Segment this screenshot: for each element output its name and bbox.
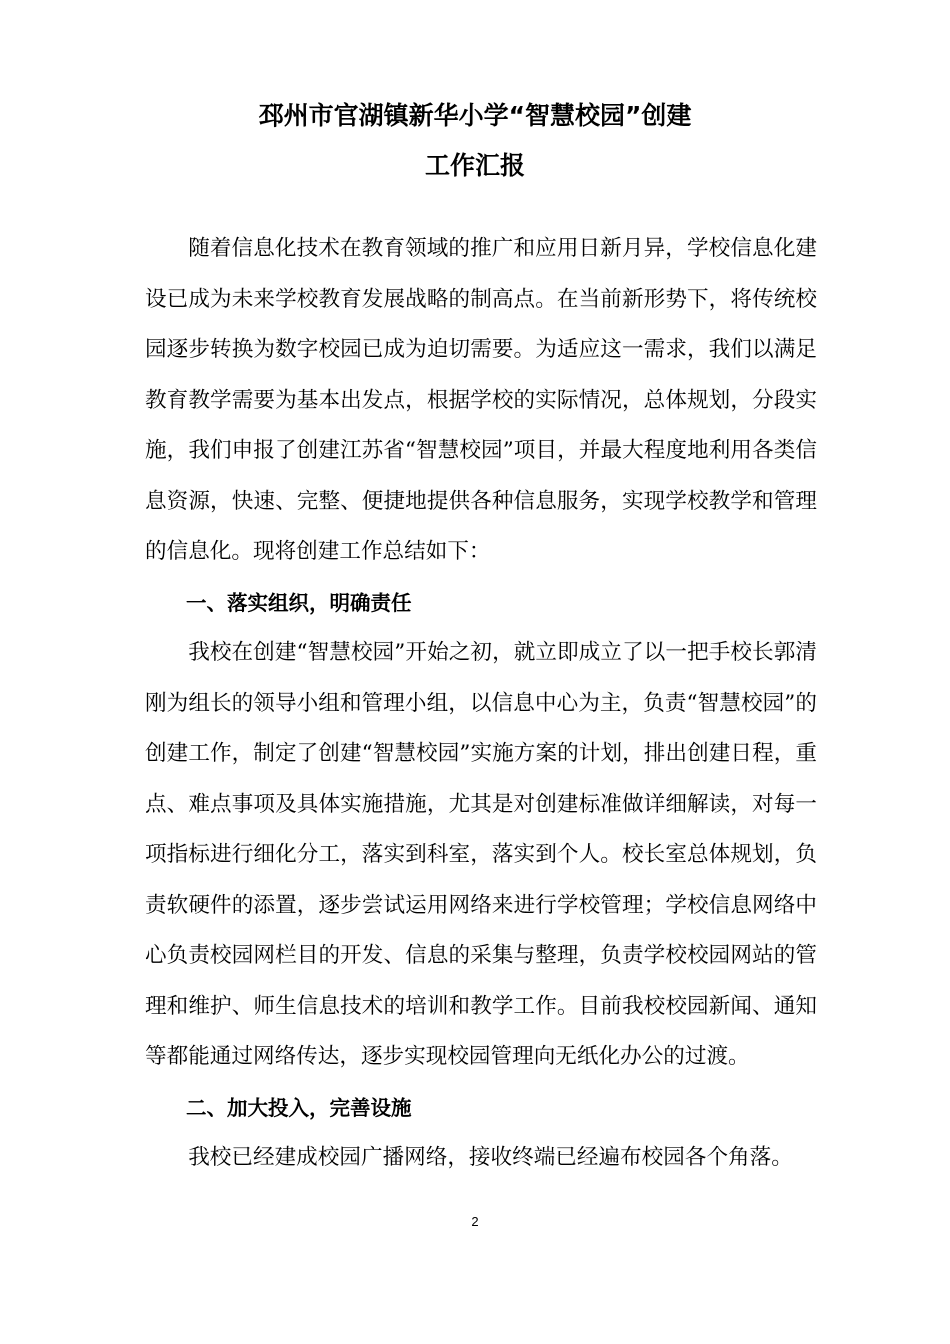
document-subtitle: 工作汇报 xyxy=(424,151,525,180)
section-paragraph-1: 我校在创建“智慧校园”开始之初，就立即成立了以一把手校长郭清刚为组长的领导小组和管理小组，以信息中心为主，负责“智慧校园”的创建工作，制定了创建“智慧校园”实施方案的计划，排出创建日程，重点、难点事项及具体实施措施，尤其是对创建标准做详细解读，对每一项指标进行细化分工，落实到科室，落实到个人。校长室总体规划，负责软硬件的添置，逐步尝试运用网络来进行学校管理；学校信息网络中心负责校园网栏目的开发、信息的采集与整理，负责学校校园网站的管理和维护、师生信息技术的培训和教学工作。目前我校校园新闻、通知等都能通过网络传达，逐步实现校园管理向无纸化办公的过渡。 xyxy=(145,640,817,1069)
section-heading-2: 二、加大投入，完善设施 xyxy=(186,1095,412,1120)
document-body xyxy=(145,224,817,1184)
intro-paragraph: 随着信息化技术在教育领域的推广和应用日新月异，学校信息化建设已成为未来学校教育发展战略的制高点。在当前新形势下，将传统校园逐步转换为数字校园已成为迫切需要。为适应这一需求，我们以满足教育教学需要为基本出发点，根据学校的实际情况，总体规划，分段实施，我们申报了创建江苏省“智慧校园”项目，并最大程度地利用各类信息资源，快速、完整、便捷地提供各种信息服务，实现学校教学和管理的信息化。现将创建工作总结如下： xyxy=(145,236,817,564)
page-number: 2 xyxy=(471,1214,479,1229)
section-heading-1: 一、落实组织，明确责任 xyxy=(186,590,412,615)
section-paragraph-2: 我校已经建成校园广播网络，接收终端已经遍布校园各个角落。 xyxy=(188,1145,793,1170)
document-title: 邳州市官湖镇新华小学“智慧校园”创建 xyxy=(258,101,692,130)
